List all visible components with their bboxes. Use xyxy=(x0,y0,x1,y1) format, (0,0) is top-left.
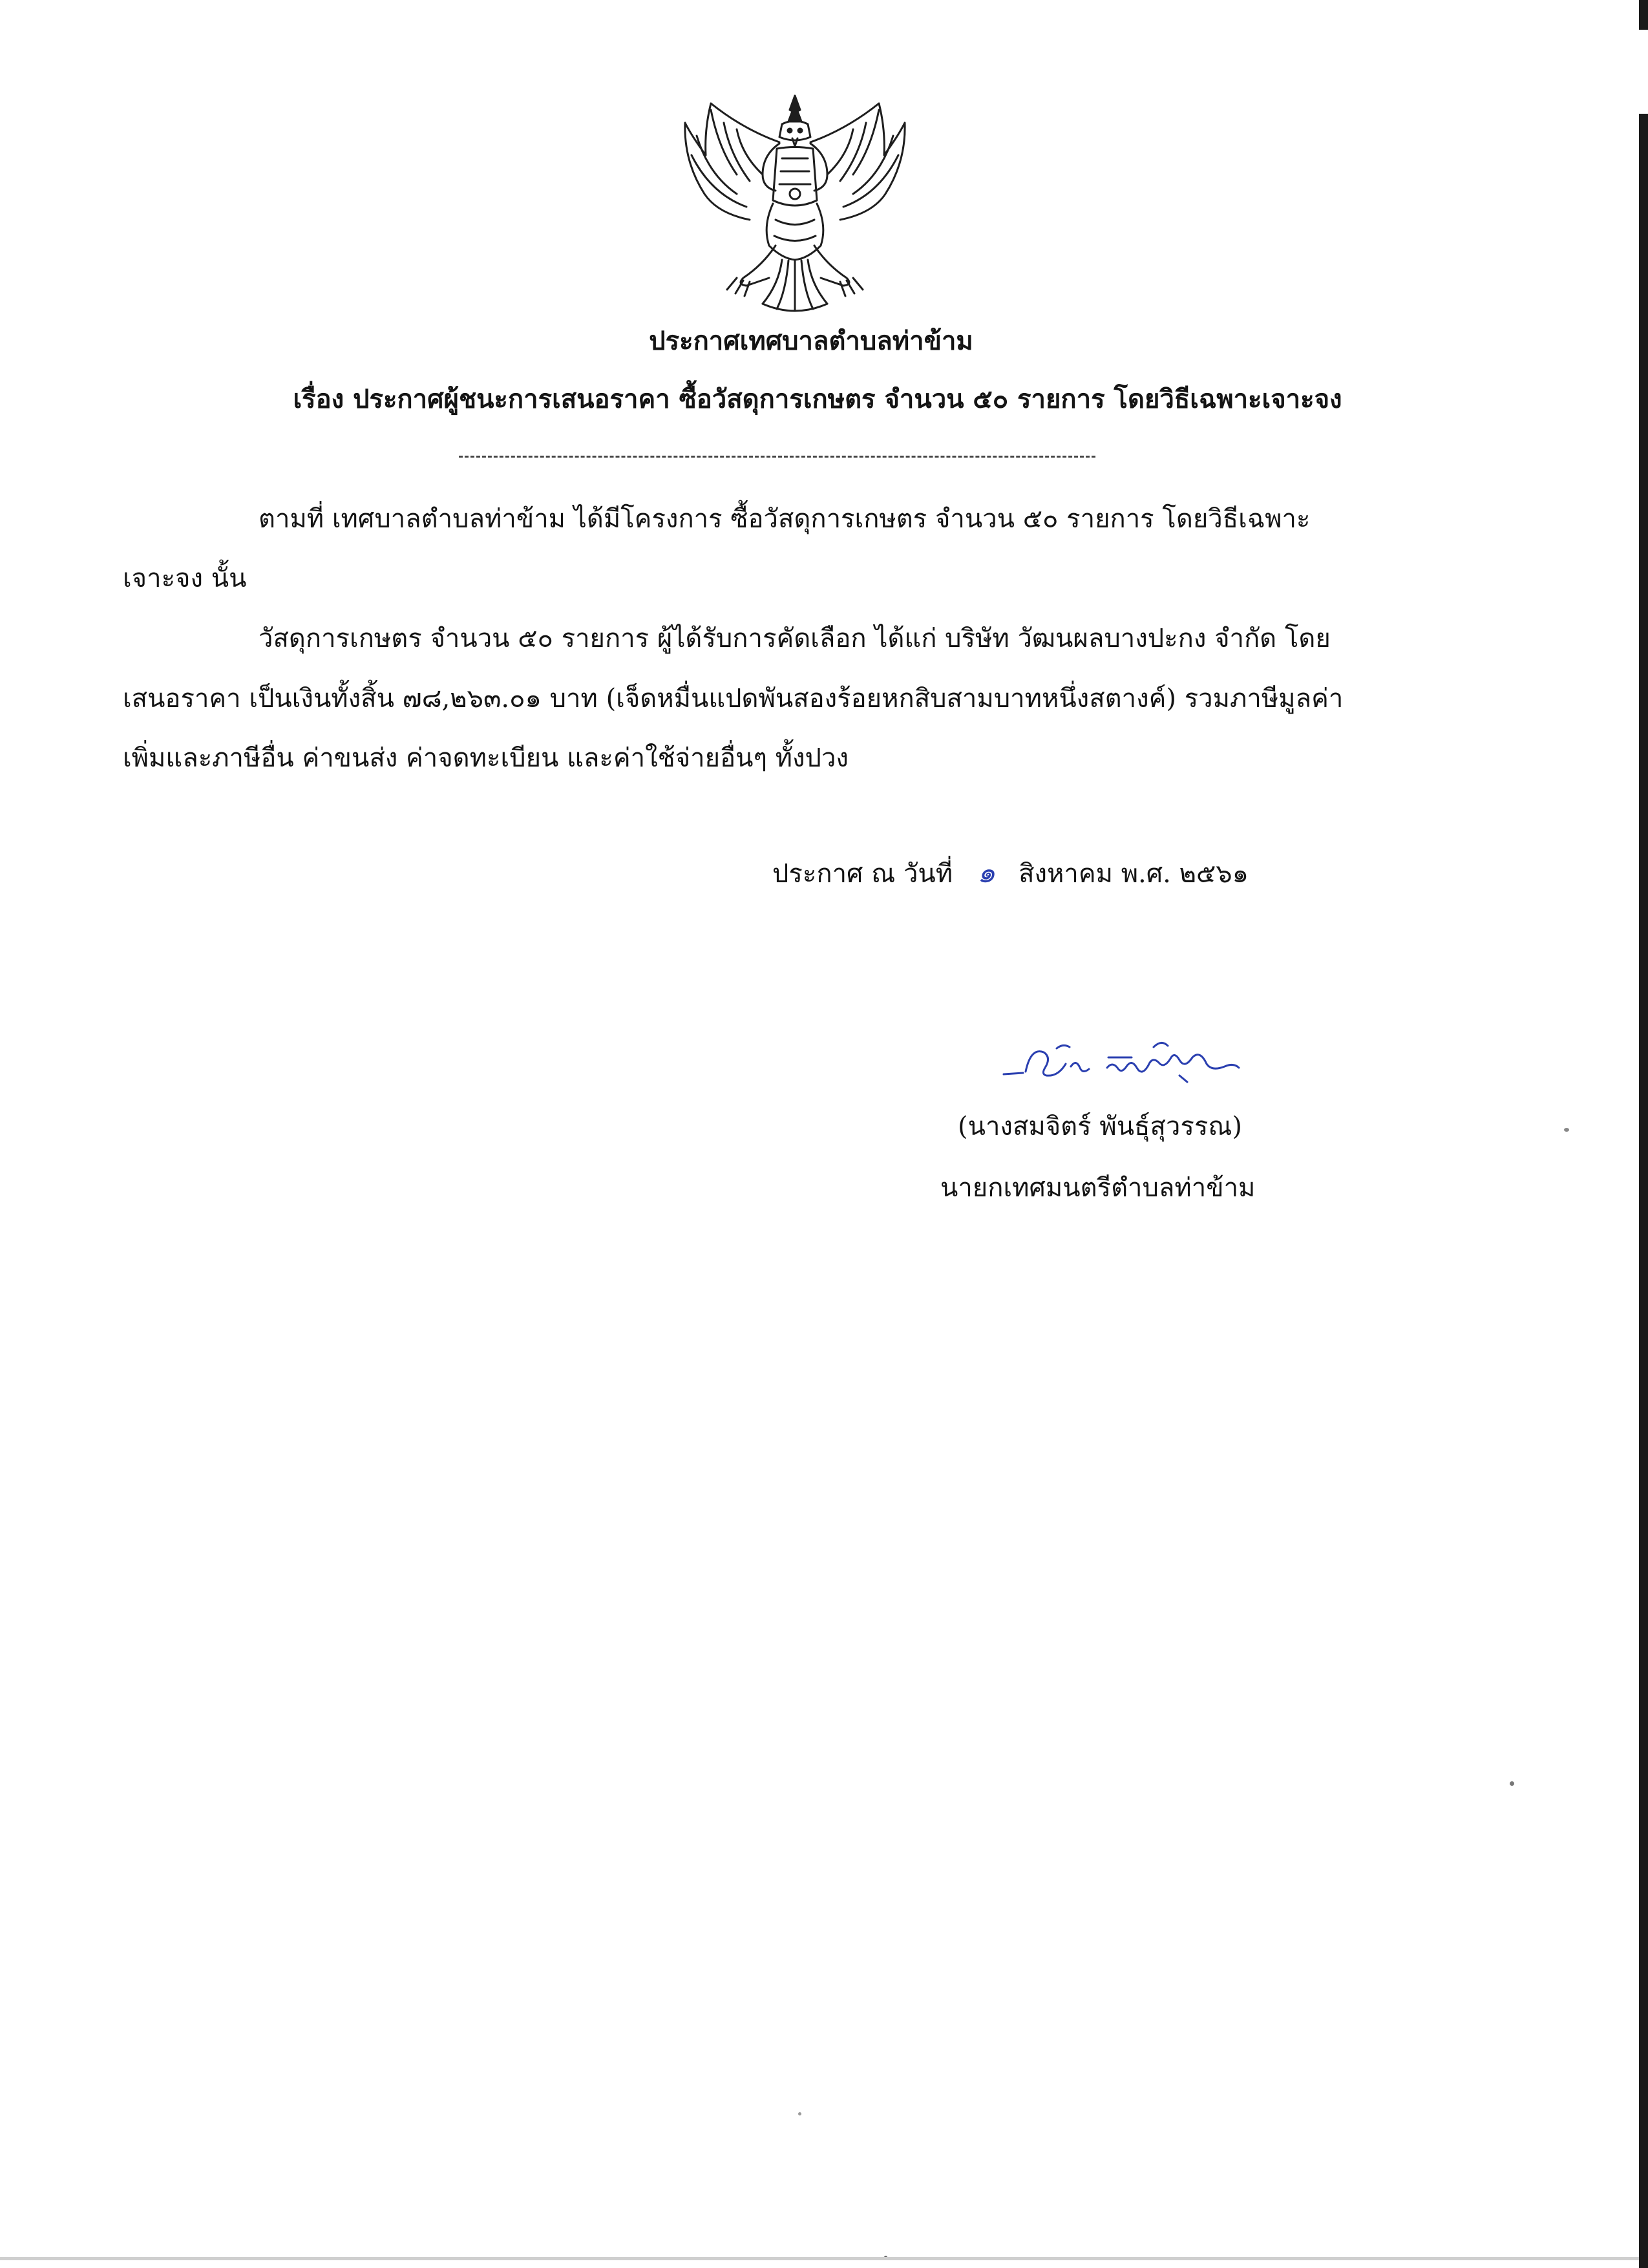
scan-edge-gap xyxy=(1639,30,1648,114)
signatory-position: นายกเทศมนตรีตำบลท่าข้าม xyxy=(940,1173,1256,1203)
paragraph-2-line-3: เพิ่มและภาษีอื่น ค่าขนส่ง ค่าจดทะเบียน และค่าใช้จ่ายอื่นๆ ทั้งปวง xyxy=(123,743,849,773)
handwritten-signature-icon xyxy=(998,1028,1244,1086)
scan-speck xyxy=(798,2112,801,2115)
scan-edge-border xyxy=(1639,0,1648,2268)
scan-bottom-edge xyxy=(0,2257,1639,2260)
scan-speck xyxy=(1510,1781,1514,1786)
paragraph-1-line-1: ตามที่ เทศบาลตำบลท่าข้าม ได้มีโครงการ ซื้อวัสดุการเกษตร จำนวน ๕๐ รายการ โดยวิธีเฉพาะ xyxy=(259,504,1311,534)
date-day-handwritten: ๑ xyxy=(977,856,996,889)
announcement-subject: เรื่อง ประกาศผู้ชนะการเสนอราคา ซื้อวัสดุการเกษตร จำนวน ๕๐ รายการ โดยวิธีเฉพาะเจาะจง xyxy=(293,384,1342,414)
garuda-emblem-icon xyxy=(666,84,924,323)
announcement-title: ประกาศเทศบาลตำบลท่าข้าม xyxy=(649,326,973,356)
separator-line xyxy=(459,456,1095,458)
paragraph-1-line-2: เจาะจง นั้น xyxy=(123,564,247,593)
paragraph-2-line-2: เสนอราคา เป็นเงินทั้งสิ้น ๗๘,๒๖๓.๐๑ บาท (เจ็ดหมื่นแปดพันสองร้อยหกสิบสามบาทหนึ่งสตางค์) รวมภาษีมูลค่า xyxy=(123,684,1344,714)
date-month-year: สิงหาคม พ.ศ. ๒๕๖๑ xyxy=(1019,859,1249,889)
announcement-date xyxy=(772,850,1249,895)
scan-speck xyxy=(1564,1128,1569,1132)
paragraph-2-line-1: วัสดุการเกษตร จำนวน ๕๐ รายการ ผู้ได้รับการคัดเลือก ได้แก่ บริษัท วัฒนผลบางปะกง จำกัด โดย xyxy=(259,624,1331,653)
signatory-name: (นางสมจิตร์ พันธุ์สุวรรณ) xyxy=(958,1112,1243,1141)
date-prefix: ประกาศ ณ วันที่ xyxy=(772,859,953,889)
